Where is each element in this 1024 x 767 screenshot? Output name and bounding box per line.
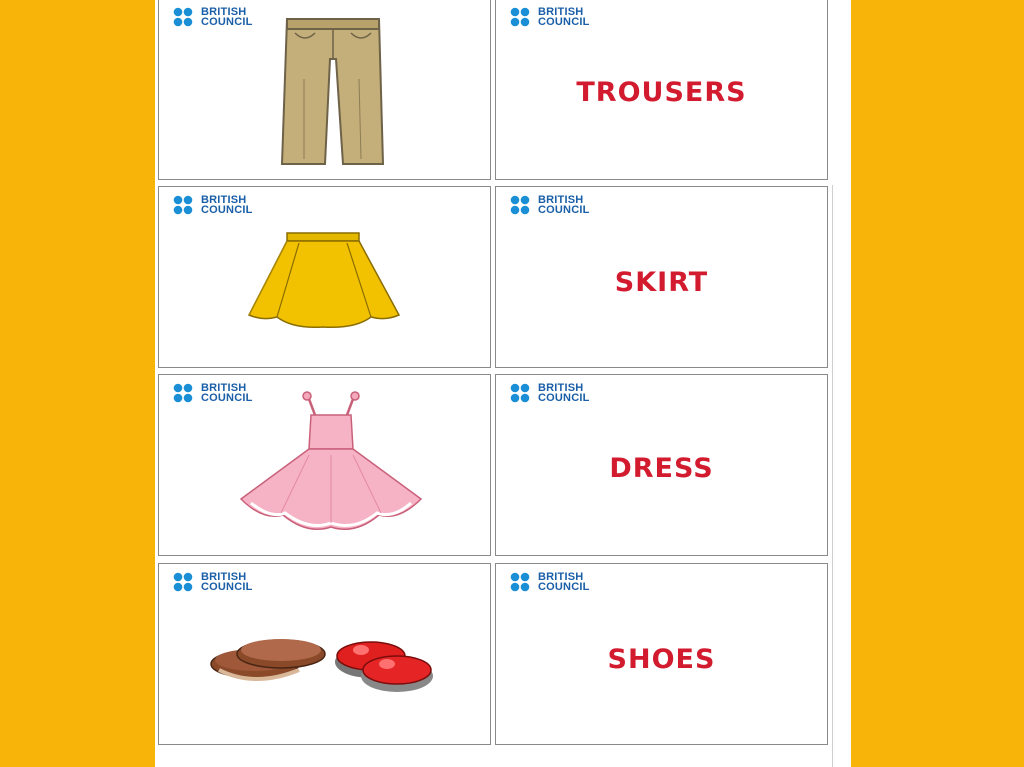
word-card-shoes	[495, 563, 828, 745]
logo-line-1: BRITISH	[201, 6, 247, 18]
logo-line-1: BRITISH	[538, 571, 584, 583]
word-label: SHOES	[607, 644, 716, 675]
word-card-trousers	[495, 0, 828, 180]
word-label: DRESS	[609, 453, 714, 484]
word-label: TROUSERS	[576, 77, 747, 108]
british-council-logo	[510, 195, 590, 215]
logo-line-1: BRITISH	[201, 571, 247, 583]
flashcard-sheet	[155, 0, 851, 767]
trousers-icon	[159, 0, 491, 180]
logo-line-2: COUNCIL	[538, 392, 590, 404]
british-council-logo	[510, 572, 590, 592]
picture-card-shoes	[158, 563, 491, 745]
picture-card-trousers	[158, 0, 491, 180]
logo-line-1: BRITISH	[201, 194, 247, 206]
logo-line-1: BRITISH	[201, 382, 247, 394]
dress-icon	[159, 375, 491, 556]
british-council-logo	[510, 383, 590, 403]
picture-card-skirt	[158, 186, 491, 368]
shoes-icon	[159, 564, 491, 745]
logo-line-1: BRITISH	[538, 382, 584, 394]
skirt-icon	[159, 187, 491, 368]
logo-line-1: BRITISH	[538, 194, 584, 206]
picture-card-dress	[158, 374, 491, 556]
logo-line-2: COUNCIL	[201, 392, 253, 404]
word-card-dress	[495, 374, 828, 556]
sheet-edge-line	[832, 185, 833, 767]
logo-line-1: BRITISH	[538, 6, 584, 18]
logo-line-2: COUNCIL	[201, 204, 253, 216]
logo-dots-icon	[510, 383, 534, 403]
logo-line-2: COUNCIL	[201, 581, 253, 593]
british-council-logo	[510, 7, 590, 27]
logo-dots-icon	[510, 7, 534, 27]
word-label: SKIRT	[614, 267, 709, 298]
logo-line-2: COUNCIL	[538, 204, 590, 216]
logo-line-2: COUNCIL	[538, 16, 590, 28]
logo-line-2: COUNCIL	[201, 16, 253, 28]
word-card-skirt	[495, 186, 828, 368]
logo-dots-icon	[510, 572, 534, 592]
logo-dots-icon	[510, 195, 534, 215]
logo-line-2: COUNCIL	[538, 581, 590, 593]
